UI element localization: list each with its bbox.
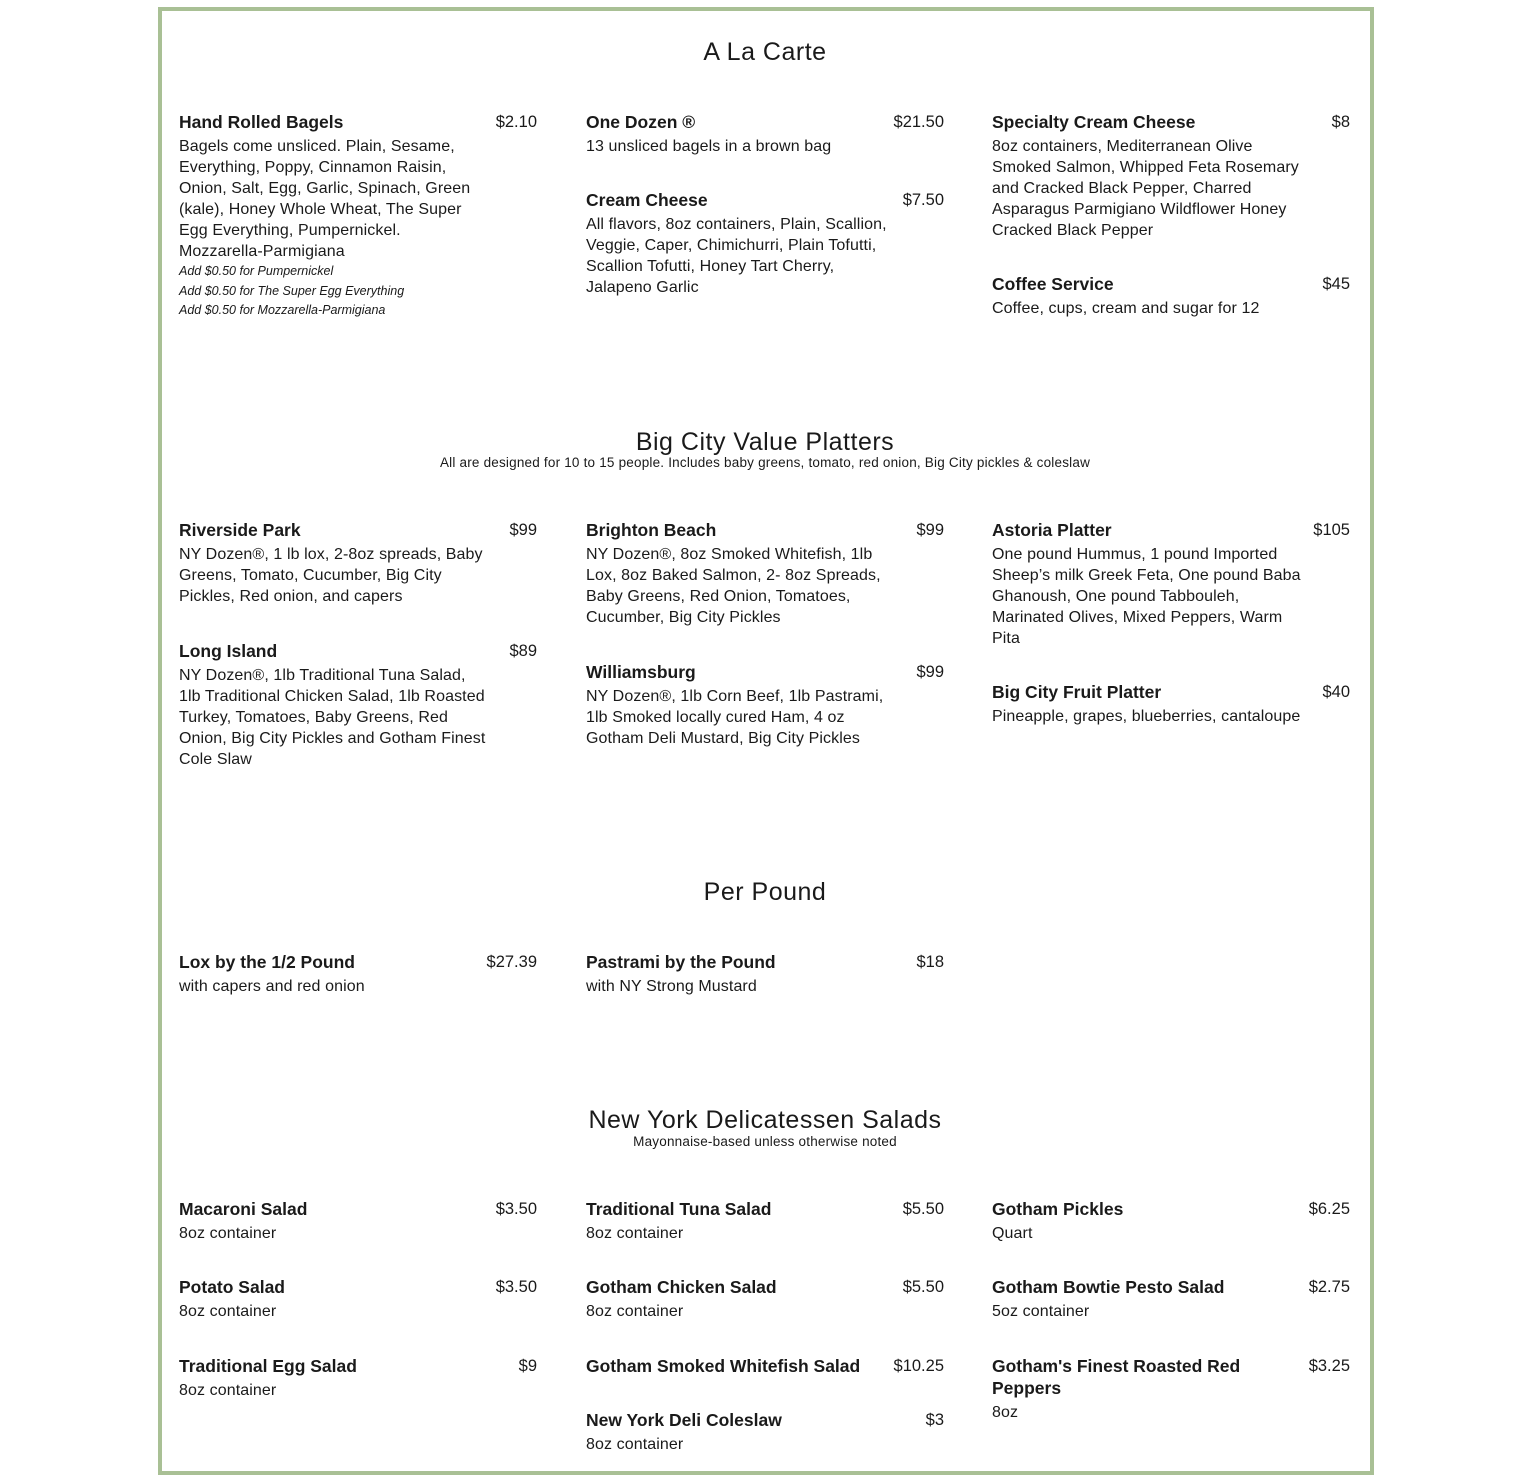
item-price: $9 <box>518 1357 537 1375</box>
menu-item-long-island[interactable] <box>179 640 537 770</box>
item-price: $3 <box>925 1411 944 1429</box>
item-price: $99 <box>509 521 537 539</box>
item-name: Gotham's Finest Roasted Red Peppers <box>992 1356 1241 1398</box>
item-name: Astoria Platter <box>992 520 1112 540</box>
item-description: Coffee, cups, cream and sugar for 12 <box>992 300 1260 317</box>
item-description: Quart <box>992 1225 1033 1242</box>
item-description: 13 unsliced bagels in a brown bag <box>586 138 832 155</box>
item-price: $99 <box>916 521 944 539</box>
item-description: 8oz container <box>586 1303 684 1320</box>
menu-item-traditional-egg-salad[interactable] <box>179 1355 537 1401</box>
item-price: $8 <box>1331 113 1350 131</box>
item-name: Gotham Pickles <box>992 1199 1124 1219</box>
item-name: Williamsburg <box>586 662 696 682</box>
menu-item-cream-cheese[interactable] <box>586 189 944 298</box>
section-title-platters: Big City Value Platters <box>635 428 895 456</box>
menu-item-specialty-cream-cheese[interactable] <box>992 111 1350 241</box>
item-description: 8oz <box>992 1404 1019 1421</box>
item-name: Specialty Cream Cheese <box>992 112 1196 132</box>
item-price: $40 <box>1322 683 1350 701</box>
item-price: $99 <box>916 663 944 681</box>
menu-item-potato-salad[interactable] <box>179 1276 537 1322</box>
item-description: NY Dozen®, 1lb Corn Beef, 1lb Pastrami, 1lb Smoked locally cured Ham, 4 oz Gotham Deli Mustard, Big City Pickles <box>586 688 884 747</box>
item-price: $3.50 <box>495 1278 537 1296</box>
item-description: 8oz container <box>586 1225 684 1242</box>
item-name: Hand Rolled Bagels <box>179 112 344 132</box>
item-name: Big City Fruit Platter <box>992 682 1162 702</box>
item-price: $3.25 <box>1308 1357 1350 1375</box>
section-subtitle-salads: Mayonnaise-based unless otherwise noted <box>633 1134 897 1149</box>
item-price: $2.10 <box>495 113 537 131</box>
item-price: $2.75 <box>1308 1278 1350 1296</box>
section-title-a-la-carte: A La Carte <box>703 38 827 66</box>
menu-item-lox-half-pound[interactable] <box>179 951 537 997</box>
section-title-per-pound: Per Pound <box>703 878 827 906</box>
menu-item-gothams-finest-roasted-red-peppers[interactable] <box>992 1355 1350 1423</box>
item-name: Macaroni Salad <box>179 1199 308 1219</box>
item-name: Cream Cheese <box>586 190 708 210</box>
section-title-salads: New York Delicatessen Salads <box>588 1106 942 1134</box>
item-description: NY Dozen®, 1 lb lox, 2-8oz spreads, Baby Greens, Tomato, Cucumber, Big City Pickles, Red onion, and capers <box>179 546 483 605</box>
item-price: $21.50 <box>893 113 944 131</box>
menu-item-brighton-beach[interactable] <box>586 519 944 628</box>
item-name: Traditional Tuna Salad <box>586 1199 772 1219</box>
section-subtitle-platters: All are designed for 10 to 15 people. Includes baby greens, tomato, red onion, Big City pickles & coleslaw <box>439 455 1091 470</box>
menu-item-macaroni-salad[interactable] <box>179 1198 537 1244</box>
menu-item-new-york-deli-coleslaw[interactable] <box>586 1409 944 1455</box>
item-description: NY Dozen®, 1lb Traditional Tuna Salad, 1lb Traditional Chicken Salad, 1lb Roasted Turkey, Tomatoes, Baby Greens, Red Onion, Big City Pickles and Gotham Finest Cole Slaw <box>179 667 486 768</box>
item-description: 8oz container <box>179 1225 277 1242</box>
item-price: $45 <box>1322 275 1350 293</box>
item-price: $10.25 <box>893 1357 944 1375</box>
item-price: $3.50 <box>495 1200 537 1218</box>
item-price: $6.25 <box>1308 1200 1350 1218</box>
item-description: 8oz containers, Mediterranean Olive Smoked Salmon, Whipped Feta Rosemary and Cracked Black Pepper, Charred Asparagus Parmigiano Wildflower Honey Cracked Black Pepper <box>992 138 1299 239</box>
item-price: $18 <box>916 953 944 971</box>
item-name: Traditional Egg Salad <box>179 1356 357 1376</box>
item-price: $5.50 <box>902 1278 944 1296</box>
item-name: Lox by the 1/2 Pound <box>179 952 355 972</box>
menu-item-astoria-platter[interactable] <box>992 519 1350 649</box>
item-name: Potato Salad <box>179 1277 285 1297</box>
menu-item-williamsburg[interactable] <box>586 661 944 749</box>
menu-item-gotham-pickles[interactable] <box>992 1198 1350 1244</box>
item-description: 8oz container <box>586 1436 684 1453</box>
menu-item-big-city-fruit-platter[interactable] <box>992 681 1350 727</box>
item-description: with NY Strong Mustard <box>586 978 757 995</box>
menu-item-traditional-tuna-salad[interactable] <box>586 1198 944 1244</box>
menu-item-coffee-service[interactable] <box>992 273 1350 319</box>
menu-item-gotham-chicken-salad[interactable] <box>586 1276 944 1322</box>
item-description: 5oz container <box>992 1303 1090 1320</box>
item-name: Gotham Chicken Salad <box>586 1277 777 1297</box>
item-description: Bagels come unsliced. Plain, Sesame, Everything, Poppy, Cinnamon Raisin, Onion, Salt, Egg, Garlic, Spinach, Green (kale), Honey Whole Wheat, The Super Egg Everything, Pumpernickel. Mozzarella-Parmigiana <box>179 138 471 260</box>
item-description: 8oz container <box>179 1382 277 1399</box>
item-price: $7.50 <box>902 191 944 209</box>
item-name: Pastrami by the Pound <box>586 952 776 972</box>
item-price: $89 <box>509 642 537 660</box>
item-name: Gotham Smoked Whitefish Salad <box>586 1356 861 1376</box>
item-name: Riverside Park <box>179 520 301 540</box>
item-description: One pound Hummus, 1 pound Imported Sheep’s milk Greek Feta, One pound Baba Ghanoush, One pound Tabbouleh, Marinated Olives, Mixed Peppers, Warm Pita <box>992 546 1301 647</box>
item-description: NY Dozen®, 8oz Smoked Whitefish, 1lb Lox, 8oz Baked Salmon, 2- 8oz Spreads, Baby Greens, Red Onion, Tomatoes, Cucumber, Big City Pickles <box>586 546 881 626</box>
item-description: All flavors, 8oz containers, Plain, Scallion, Veggie, Caper, Chimichurri, Plain Tofutti, Scallion Tofutti, Honey Tart Cherry, Jalapeno Garlic <box>586 216 887 296</box>
item-price: $105 <box>1313 521 1350 539</box>
item-note: Add $0.50 for The Super Egg Everything <box>179 283 405 298</box>
menu-item-gotham-smoked-whitefish-salad[interactable] <box>586 1355 944 1377</box>
item-description: Pineapple, grapes, blueberries, cantaloupe <box>992 708 1301 725</box>
item-name: Long Island <box>179 641 278 661</box>
menu-item-one-dozen[interactable] <box>586 111 944 157</box>
item-name: Brighton Beach <box>586 520 717 540</box>
menu-item-gotham-bowtie-pesto-salad[interactable] <box>992 1276 1350 1322</box>
item-name: One Dozen ® <box>586 112 696 132</box>
item-price: $5.50 <box>902 1200 944 1218</box>
item-description: 8oz container <box>179 1303 277 1320</box>
menu-item-hand-rolled-bagels[interactable] <box>179 111 537 321</box>
menu-item-riverside-park[interactable] <box>179 519 537 607</box>
item-description: with capers and red onion <box>179 978 365 995</box>
item-name: New York Deli Coleslaw <box>586 1410 782 1430</box>
item-price: $27.39 <box>486 953 537 971</box>
item-name: Coffee Service <box>992 274 1114 294</box>
item-note: Add $0.50 for Pumpernickel <box>179 264 334 278</box>
menu-item-pastrami-pound[interactable] <box>586 951 944 997</box>
item-name: Gotham Bowtie Pesto Salad <box>992 1277 1225 1297</box>
item-note: Add $0.50 for Mozzarella-Parmigiana <box>179 303 386 317</box>
